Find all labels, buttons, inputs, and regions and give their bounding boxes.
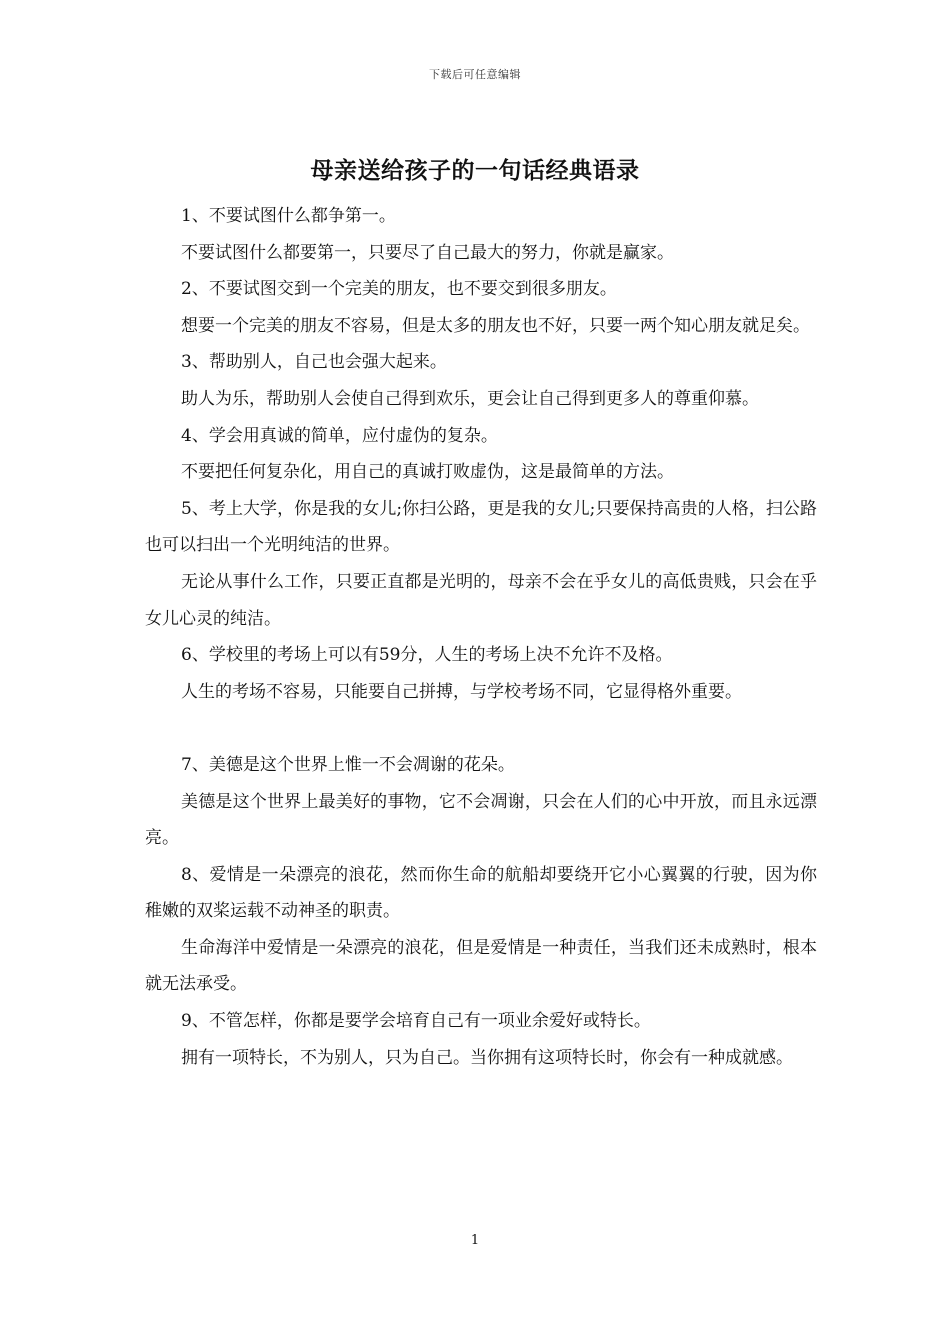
item-9-heading: 9、不管怎样，你都是要学会培育自己有一项业余爱好或特长。 [181,1011,651,1032]
item-6-heading: 6、学校里的考场上可以有59分，人生的考场上决不允许不及格。 [181,645,673,666]
blank-line [145,710,817,747]
page-number: 1 [470,1233,480,1248]
item-7-heading: 7、美德是这个世界上惟一不会凋谢的花朵。 [181,754,515,775]
item-6-body: 人生的考场不容易，只能要自己拼搏，与学校考场不同，它显得格外重要。 [181,681,742,702]
item-7-body: 美德是这个世界上最美好的事物，它不会凋谢，只会在人们的心中开放，而且永远漂亮。 [145,791,817,849]
document-body [145,198,817,1076]
item-5-heading: 5、考上大学，你是我的女儿;你扫公路，更是我的女儿;只要保持高贵的人格，扫公路也可以扫出一个光明纯洁的世界。 [145,498,817,556]
item-1-body: 不要试图什么都要第一，只要尽了自己最大的努力，你就是赢家。 [181,242,674,263]
page-title: 母亲送给孩子的一句话经典语录 [310,157,640,184]
item-3-body: 助人为乐，帮助别人会使自己得到欢乐，更会让自己得到更多人的尊重仰慕。 [181,388,759,409]
item-4-body: 不要把任何复杂化，用自己的真诚打败虚伪，这是最简单的方法。 [181,462,674,483]
item-3-heading: 3、帮助别人，自己也会强大起来。 [181,352,447,373]
item-9-body: 拥有一项特长，不为别人，只为自己。当你拥有这项特长时，你会有一种成就感。 [181,1047,793,1068]
item-4-heading: 4、学会用真诚的简单，应付虚伪的复杂。 [181,425,498,446]
item-5-body: 无论从事什么工作，只要正直都是光明的，母亲不会在乎女儿的高低贵贱，只会在乎女儿心灵的纯洁。 [145,571,817,629]
item-2-heading: 2、不要试图交到一个完美的朋友，也不要交到很多朋友。 [181,279,617,300]
item-8-heading: 8、爱情是一朵漂亮的浪花，然而你生命的航船却要绕开它小心翼翼的行驶，因为你稚嫩的双桨运载不动神圣的职责。 [145,864,817,922]
item-2-body: 想要一个完美的朋友不容易，但是太多的朋友也不好，只要一两个知心朋友就足矣。 [181,315,810,336]
item-1-heading: 1、不要试图什么都争第一。 [181,206,396,226]
item-8-body: 生命海洋中爱情是一朵漂亮的浪花，但是爱情是一种责任，当我们还未成熟时，根本就无法承受。 [145,937,817,995]
header-note: 下载后可任意编辑 [429,68,521,81]
